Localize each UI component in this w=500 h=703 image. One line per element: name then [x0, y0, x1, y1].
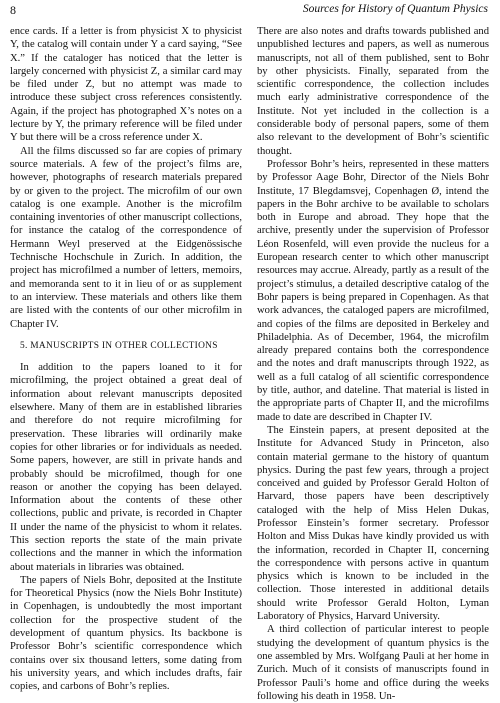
section-heading: 5. MANUSCRIPTS IN OTHER COLLECTIONS [20, 340, 218, 351]
paragraph: There are also notes and drafts towards published and unpublished lectures and papers, as well as numerous manuscripts, not all of them published, sent to Bohr by other physicists. Finally, separated from the scientific correspondence, the collection includes much early administrative correspondence of the Institute. Not yet included in the collection is a considerable body of personal papers, some of them also relevant to the development of Bohr’s scientific thought. [257, 26, 489, 157]
left-column [10, 25, 242, 694]
paragraph: All the films discussed so far are copies of primary source materials. A few of the project’s films are, however, photographs of research materials prepared by or given to the project. The microfilm of our own catalog is one example. Another is the microfilm containing inventories of other manuscript collections, for instance the catalog of the correspondence of Hermann Weyl preserved at the Eidgenössische Technische Hochschule in Zurich. In addition, the project has microfilmed a number of letters, memoirs, and memoranda sent to it in lieu of or as supplement to an interview. These materials and others like them are listed with the contents of our other microfilm in Chapter IV. [10, 145, 242, 330]
paragraph: ence cards. If a letter is from physicist X to physicist Y, the catalog will contain under Y a card saying, “See X.” If the cataloger has noticed that the letter is largely concerned with physicist Z, a similar card may be filed under Z, but no attempt was made to introduce these subject cross references consistently. Again, if the project has photographed X’s notes on a lecture by Y, the primary reference will be filed under Y but there will be a cross reference under X. [10, 26, 242, 144]
running-title: Sources for History of Quantum Physics [302, 3, 488, 15]
page-number: 8 [10, 3, 16, 17]
paragraph: Professor Bohr’s heirs, represented in these matters by Professor Aage Bohr, Director of the Niels Bohr Institute, 17 Blegdamsvej, Copenhagen Ø, intend the papers in the Bohr archive to be available to scholars both in Europe and abroad. They hope that the archive, presently under the supervision of Professor Léon Rosenfeld, will even provide the nucleus for a European research center to which other manuscript resources may accrue. Already, partly as a result of the project’s stimulus, a detailed descriptive catalog of the Bohr papers is being prepared in Copenhagen. As that work advances, the cataloged papers are microfilmed, and copies of the films are deposited in Berkeley and Philadelphia. As of December, 1964, the microfilm already prepared contains both the correspondence and the notes and draft manuscripts through 1922, as well as a full catalog of all scientific correspondence by title, author, and dateline. That material is listed in the appropriate parts of Chapter II, and the microfilms made to date are described in Chapter IV. [257, 158, 489, 423]
right-column [257, 25, 489, 703]
running-head [10, 3, 488, 19]
paragraph: The papers of Niels Bohr, deposited at the Institute for Theoretical Physics (now the Niels Bohr Institute) in Copenhagen, is undoubtedly the most important collection for the prospective student of the development of quantum physics. Its backbone is Professor Bohr’s scientific correspondence which contains over six thousand letters, some dating from his university years, and which includes drafts, fair copies, and carbons of Bohr’s replies. [10, 574, 242, 693]
paragraph: In addition to the papers loaned to it for microfilming, the project obtained a great deal of information about relevant manuscripts deposited elsewhere. Many of them are in established libraries and therefore do not require microfilming for preservation. These libraries will ordinarily make copies for other libraries or for individuals as needed. Some papers, however, are still in private hands and probably should be microfilmed, though for one reason or another the copying has been delayed. Information about the contents of these other collections, public and private, is recorded in Chapter II under the name of the physicist to whom it relates. This section reports the state of the main private collections and the manner in which the information about materials in libraries was obtained. [10, 362, 242, 573]
paragraph: The Einstein papers, at present deposited at the Institute for Advanced Study in Princeton, also contain material germane to the history of quantum physics. During the past few years, through a project conceived and guided by Professor Gerald Holton of Harvard, those papers have been descriptively cataloged with the help of Miss Helen Dukas, Professor Einstein’s former secretary. Professor Holton and Miss Dukas have kindly provided us with the information, recorded in Chapter II, concerning the correspondence with persons active in quantum physics which is known to be included in the collection. Those interested in additional details should write Professor Gerald Holton, Lyman Laboratory of Physics, Harvard University. [257, 424, 489, 623]
paragraph: A third collection of particular interest to people studying the development of quantum physics is the one assembled by Mrs. Wolfgang Pauli at her home in Zurich. Much of it consists of manuscripts found in Professor Pauli’s home and office during the weeks following his death in 1958. Un- [257, 624, 489, 702]
